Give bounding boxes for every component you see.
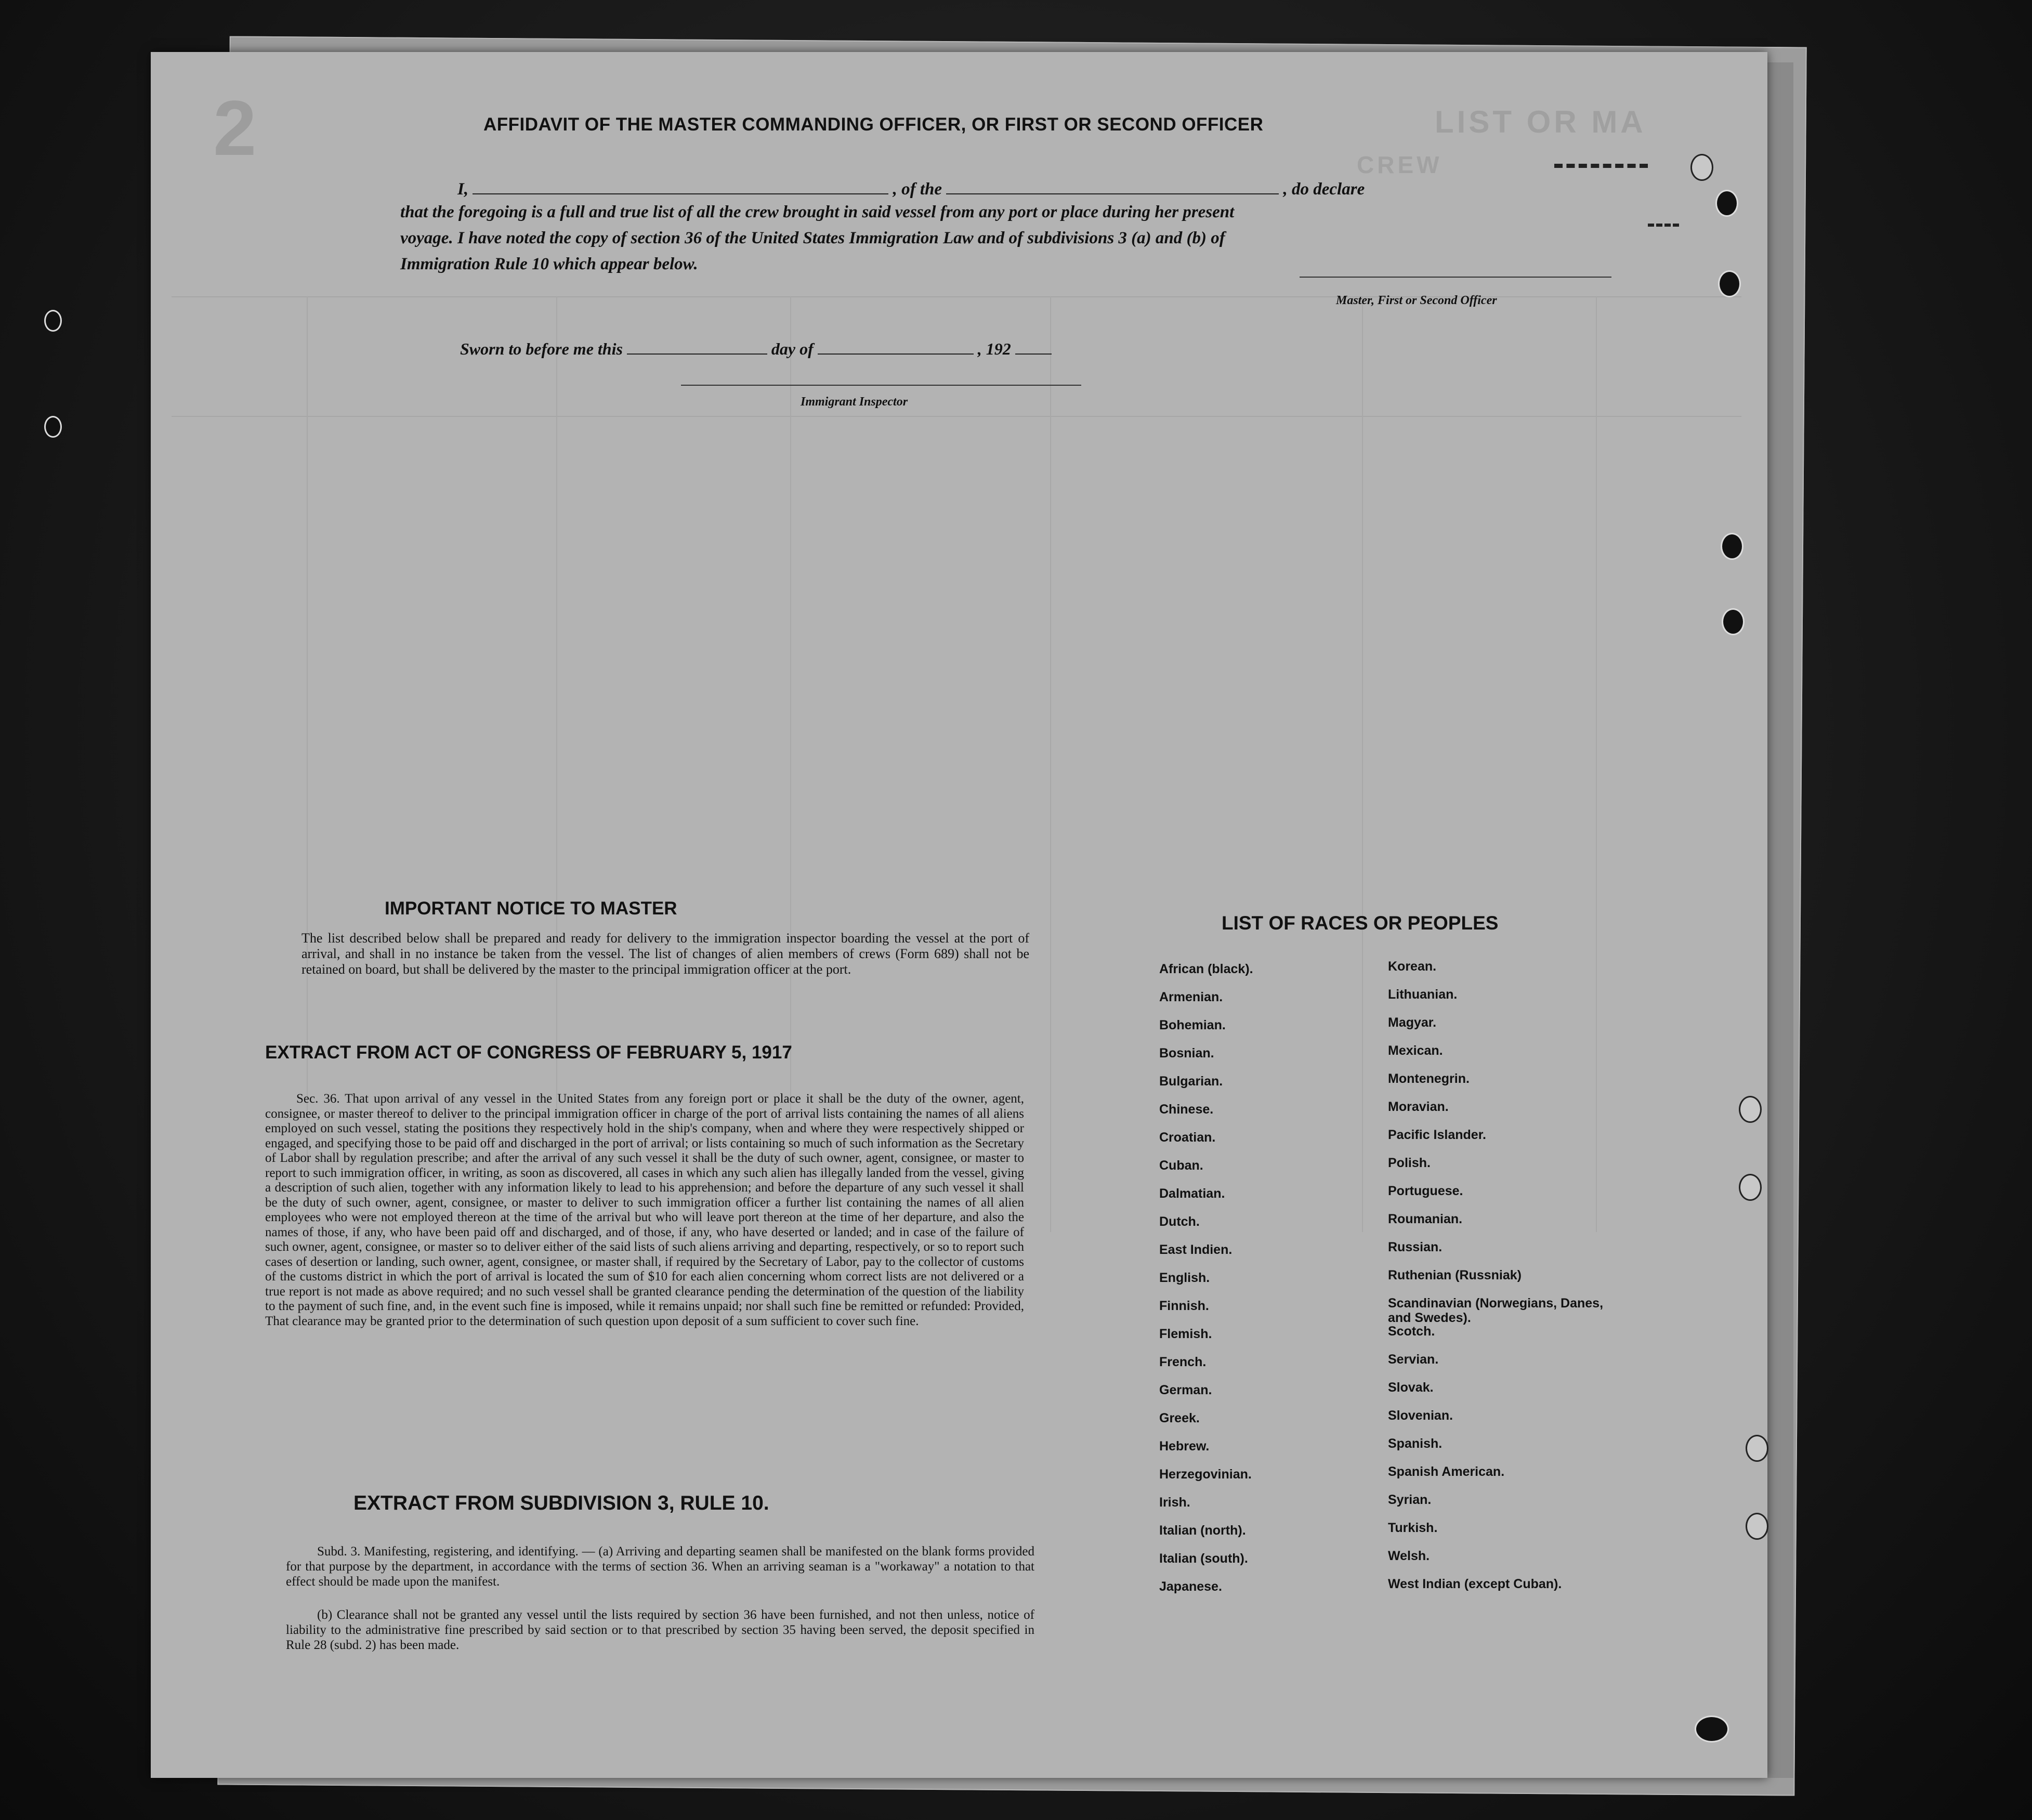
binder-hole bbox=[1739, 1096, 1762, 1123]
inspector-signature-line[interactable] bbox=[681, 385, 1081, 386]
race-item: Flemish. bbox=[1159, 1327, 1212, 1341]
officer-name-blank[interactable] bbox=[473, 177, 888, 194]
inspector-label: Immigrant Inspector bbox=[801, 395, 908, 409]
race-item: Dalmatian. bbox=[1159, 1186, 1225, 1201]
race-item: Slovenian. bbox=[1388, 1408, 1453, 1423]
binder-hole bbox=[1739, 1174, 1762, 1201]
affidavit-line-1 bbox=[457, 177, 1365, 199]
important-notice-text: The list described below shall be prepared and ready for delivery to the immigration inspector boarding the vessel at the port of arrival, and shall in no instance be taken from the vessel. The list of changes of alien members of crews (Form 689) shall not be retained on board, but shall be delivered by the master to the principal immigration officer at the port. bbox=[301, 931, 1029, 977]
race-item: French. bbox=[1159, 1355, 1207, 1369]
race-item: Irish. bbox=[1159, 1495, 1190, 1510]
extract-rule-text-b: (b) Clearance shall not be granted any vessel until the lists required by section 36 have been furnished, and not then unless, notice of liability to the administrative fine prescribed by said section or to that prescribed by section 35 having been served, the deposit specified in Rule 28 (subd. 2) has been made. bbox=[286, 1608, 1034, 1652]
race-item: Magyar. bbox=[1388, 1015, 1437, 1030]
race-item: Cuban. bbox=[1159, 1158, 1203, 1173]
race-item: Mexican. bbox=[1388, 1043, 1443, 1058]
binder-hole bbox=[1721, 533, 1743, 560]
binder-hole bbox=[1690, 154, 1713, 181]
affidavit-i: I, bbox=[457, 180, 469, 199]
race-item: Roumanian. bbox=[1388, 1212, 1463, 1226]
tick-marks bbox=[1648, 224, 1679, 227]
race-item: German. bbox=[1159, 1383, 1212, 1397]
master-label: Master, First or Second Officer bbox=[1336, 294, 1497, 307]
race-item: Korean. bbox=[1388, 959, 1437, 974]
binder-hole bbox=[1746, 1435, 1768, 1462]
affidavit-declare: , do declare bbox=[1283, 180, 1365, 199]
affidavit-line-3: voyage. I have noted the copy of section 36 of the United States Immigration Law and of subdivisions 3 (a) and (b) of bbox=[400, 229, 1225, 247]
binder-hole bbox=[1746, 1513, 1768, 1540]
extract-act-text: Sec. 36. That upon arrival of any vessel in the United States from any foreign port or place it shall be the duty of the owner, agent, consignee, or master thereof to deliver to the principal immigration officer in charge of the port of arrival lists containing the names of all aliens employed on such vessel, stating the positions they respectively hold in the ship's company, when and where they were respectively shipped or engaged, and specifying those to be paid off and discharged in the port of arrival; or lists containing so much of such information as the Secretary of Labor shall by regulation prescribe; and after the arrival of any such vessel it shall be the duty of such owner, agent, consignee, or master to report to such immigration officer, in writing, as soon as discovered, all cases in which any such alien has illegally landed from the vessel, giving a description of such alien, together with any information likely to lead to his apprehension; and before the departure of any such vessel it shall be the duty of such owner, agent, consignee, or master to deliver to such immigration officer a further list containing the names of all alien employees who were not employed thereon at the time of the arrival but who will leave port thereon at the time of her departure, and also the names of those, if any, who have been paid off and discharged, and of those, if any, who have deserted or landed; and in case of the failure of such owner, agent, consignee, or master so to deliver either of the said lists of such aliens arriving and departing, respectively, or so to report such cases of desertion or landing, such owner, agent, consignee, or master shall, if required by the Secretary of Labor, pay to the collector of customs of the customs district in which the port of arrival is located the sum of $10 for each alien concerning whom correct lists are not delivered or a true report is not made as above required; and no such vessel shall be granted clearance pending the determination of the question of the liability to the payment of such fine, and, in the event such fine is imposed, while it remains unpaid; nor shall such fine be remitted or refunded: Provided, That clearance may be granted prior to the determination of such question upon deposit of a sum sufficient to cover such fine. bbox=[265, 1092, 1024, 1328]
binder-hole bbox=[1718, 270, 1741, 297]
master-signature-line[interactable] bbox=[1300, 277, 1611, 278]
races-title: LIST OF RACES OR PEOPLES bbox=[1222, 912, 1499, 934]
ghost-rule bbox=[172, 416, 1741, 417]
binder-hole bbox=[1722, 608, 1745, 635]
race-item: Armenian. bbox=[1159, 990, 1223, 1004]
sworn-text: Sworn to before me this bbox=[460, 339, 623, 358]
sworn-day-blank[interactable] bbox=[627, 337, 767, 355]
race-item: Moravian. bbox=[1388, 1099, 1449, 1114]
vessel-name-blank[interactable] bbox=[946, 177, 1279, 194]
binder-hole bbox=[1715, 190, 1738, 217]
binder-hole bbox=[44, 416, 62, 438]
important-notice-title: IMPORTANT NOTICE TO MASTER bbox=[385, 898, 677, 919]
race-item: East Indien. bbox=[1159, 1242, 1233, 1257]
race-item: Slovak. bbox=[1388, 1380, 1434, 1395]
binder-hole bbox=[1695, 1716, 1729, 1743]
race-item: Japanese. bbox=[1159, 1579, 1222, 1594]
document-page bbox=[151, 52, 1767, 1778]
sworn-line bbox=[460, 337, 1052, 359]
year-prefix: , 192 bbox=[977, 339, 1011, 358]
race-item: Turkish. bbox=[1388, 1521, 1438, 1535]
race-item: Chinese. bbox=[1159, 1102, 1214, 1117]
affidavit-line-4: Immigration Rule 10 which appear below. bbox=[400, 255, 698, 273]
ghost-header: LIST OR MA bbox=[1435, 104, 1646, 139]
binder-hole bbox=[44, 310, 62, 332]
ghost-rule bbox=[1362, 296, 1363, 1232]
affidavit-line-2: that the foregoing is a full and true list of all the crew brought in said vessel from any port or place during her present bbox=[400, 203, 1235, 221]
race-item: Spanish American. bbox=[1388, 1464, 1505, 1479]
race-item: Servian. bbox=[1388, 1352, 1439, 1367]
extract-act-title: EXTRACT FROM ACT OF CONGRESS OF FEBRUARY 5, 1917 bbox=[265, 1042, 792, 1063]
extract-rule-title: EXTRACT FROM SUBDIVISION 3, RULE 10. bbox=[353, 1492, 769, 1514]
race-item: Polish. bbox=[1388, 1156, 1431, 1170]
race-item: Finnish. bbox=[1159, 1299, 1209, 1313]
race-item: Portuguese. bbox=[1388, 1184, 1463, 1198]
race-item: Dutch. bbox=[1159, 1214, 1200, 1229]
race-item: West Indian (except Cuban). bbox=[1388, 1577, 1562, 1591]
race-item: African (black). bbox=[1159, 962, 1253, 976]
race-item: Bosnian. bbox=[1159, 1046, 1214, 1060]
race-item: Pacific Islander. bbox=[1388, 1128, 1486, 1142]
race-item: Hebrew. bbox=[1159, 1439, 1210, 1454]
race-item: Syrian. bbox=[1388, 1492, 1432, 1507]
ghost-rule bbox=[172, 296, 1741, 297]
race-item: Bulgarian. bbox=[1159, 1074, 1223, 1089]
race-item: Lithuanian. bbox=[1388, 987, 1458, 1002]
tick-marks bbox=[1554, 164, 1648, 168]
race-item: Herzegovinian. bbox=[1159, 1467, 1252, 1482]
race-item: Croatian. bbox=[1159, 1130, 1216, 1145]
extract-rule-text-a: Subd. 3. Manifesting, registering, and identifying. — (a) Arriving and departing seamen shall be manifested on the blank forms provided for that purpose by the department, in accordance with the terms of section 36. When an arriving seaman is a "workaway" a notation to that effect should be made upon the manifest. bbox=[286, 1544, 1034, 1589]
race-item: Welsh. bbox=[1388, 1549, 1430, 1563]
race-item: Russian. bbox=[1388, 1240, 1443, 1254]
race-item: Montenegrin. bbox=[1388, 1071, 1470, 1086]
race-item: English. bbox=[1159, 1271, 1210, 1285]
race-item: Spanish. bbox=[1388, 1436, 1443, 1451]
sworn-month-blank[interactable] bbox=[818, 337, 974, 355]
affidavit-title: AFFIDAVIT OF THE MASTER COMMANDING OFFICER, OR FIRST OR SECOND OFFICER bbox=[483, 114, 1264, 135]
race-item: Italian (north). bbox=[1159, 1523, 1246, 1538]
race-item: Greek. bbox=[1159, 1411, 1200, 1425]
ghost-rule bbox=[1050, 296, 1051, 1232]
race-item: Ruthenian (Russniak) bbox=[1388, 1268, 1522, 1282]
sworn-year-blank[interactable] bbox=[1015, 337, 1052, 355]
race-item: Bohemian. bbox=[1159, 1018, 1226, 1032]
races-left-column bbox=[1159, 962, 1253, 1607]
ghost-crew: CREW bbox=[1357, 151, 1443, 178]
affidavit-of-the: , of the bbox=[893, 180, 942, 199]
race-item: Italian (south). bbox=[1159, 1551, 1248, 1566]
day-of-text: day of bbox=[771, 339, 814, 358]
race-item: Scotch. bbox=[1388, 1324, 1435, 1339]
ghost-page-number: 2 bbox=[213, 84, 260, 172]
race-item: Scandinavian (Norwegians, Danes, and Swedes). bbox=[1388, 1296, 1604, 1325]
races-right-column bbox=[1388, 959, 1606, 1605]
